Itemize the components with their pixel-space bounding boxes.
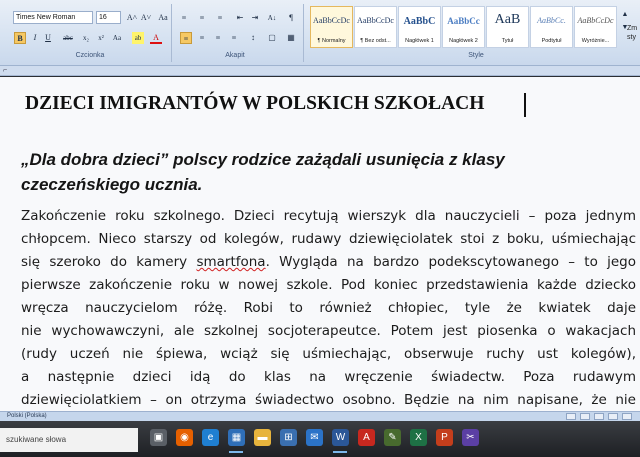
shrink-font-button[interactable]: A˅ [140, 13, 152, 22]
align-center-button[interactable]: ≡ [199, 33, 205, 42]
decrease-indent-button[interactable]: ⇤ [236, 13, 244, 22]
line-spacing-button[interactable]: ↕ [251, 33, 255, 42]
paragraph-line: a następnie dzieci idą do klas na wręczenie świadectw. Poza rudawym [21, 369, 636, 385]
tab-stop-icon[interactable]: ⌐ [3, 67, 8, 74]
language-indicator[interactable]: Polski (Polska) [7, 413, 47, 419]
store-icon[interactable]: ⊞ [280, 429, 297, 446]
paragraph-line: dziewięciolatkiem – on otrzyma świadectwo osobno. Będzie na nim napisane, że nie [21, 392, 636, 408]
numbering-button[interactable]: ≡ [199, 13, 205, 22]
style-title[interactable] [486, 6, 529, 48]
style-preview: AaB [494, 12, 521, 27]
font-group-label: Czcionka [75, 52, 105, 59]
style-name: Wyróżnie... [581, 38, 610, 44]
spelling-error-word[interactable]: smartfona [196, 254, 266, 270]
paragraph-group-label: Akapit [225, 52, 245, 59]
style-name: ¶ Normalny [317, 38, 346, 44]
style-preview: AaBbCcDc [577, 16, 614, 25]
document-subheading: „Dla dobra dzieci” polscy rodzice zażądali usunięcia z klasy czeczeńskiego ucznia. [21, 150, 505, 194]
sort-button[interactable]: A↓ [267, 14, 277, 22]
increase-indent-button[interactable]: ⇥ [251, 13, 259, 22]
firefox-icon[interactable]: ◉ [176, 429, 193, 446]
paragraph-line: nie wychowawczyni, ale szkolnej socjoterapeutce. Potem jest piosenka o wakacjach [21, 323, 636, 339]
style-preview: AaBbCc [447, 16, 480, 26]
style-name: Nagłówek 1 [405, 38, 434, 44]
paragraph-line: pierwsze zakończenie roku w nowej szkole. Pod koniec przedstawienia każde dziecko [21, 277, 636, 293]
subscript-button[interactable]: x₂ [83, 34, 89, 42]
excel-icon[interactable]: X [410, 429, 427, 446]
styles-group-label: Style [468, 52, 484, 59]
bold-button[interactable]: B [14, 32, 26, 44]
taskbar-search-box[interactable]: szukiwane słowa [0, 428, 138, 452]
shading-button[interactable]: ▢ [268, 33, 276, 42]
change-styles-button[interactable]: Zm sty [627, 25, 638, 41]
active-app-indicator [229, 451, 243, 453]
status-bar [0, 411, 640, 421]
font-name-dropdown[interactable]: Times New Roman [13, 11, 93, 24]
pdf-icon[interactable]: A [358, 429, 375, 446]
draft-icon[interactable] [622, 413, 632, 420]
multilevel-list-button[interactable]: ≡ [217, 13, 223, 22]
bullets-button[interactable]: ≡ [181, 13, 187, 22]
paragraph-line: wręcza nauczycielom różę. Robi to również chłopiec, tyle że kwiatek daje [21, 300, 636, 316]
outline-icon[interactable] [608, 413, 618, 420]
taskbar [0, 421, 640, 457]
style-normal[interactable] [310, 6, 353, 48]
paragraph-line: Zakończenie roku szkolnego. Dzieci recytują wierszyk dla nauczycieli – poza jednym [21, 208, 636, 224]
task-view-icon[interactable]: ▣ [150, 429, 167, 446]
full-screen-icon[interactable] [580, 413, 590, 420]
style-heading-2[interactable] [442, 6, 485, 48]
group-separator [303, 4, 304, 62]
style-preview: AaBbCcDc [313, 16, 350, 25]
pilcrow-button[interactable]: ¶ [289, 13, 293, 22]
highlight-button[interactable]: ab [132, 32, 144, 44]
paragraph-line: (rudy uczeń nie śpiewa, wciąż się uśmiechając, obserwuje ruchy ust kolegów), [21, 346, 636, 362]
underline-button[interactable]: U [45, 33, 51, 42]
ribbon [0, 0, 640, 66]
font-color-button[interactable]: A [150, 32, 162, 44]
italic-button[interactable]: I [33, 33, 37, 42]
folder-icon[interactable]: ▬ [254, 429, 271, 446]
style-preview: AaBbCc. [537, 16, 566, 25]
powerpoint-icon[interactable]: P [436, 429, 453, 446]
word-icon[interactable]: W [332, 429, 349, 446]
styles-scroll-up-icon[interactable]: ▲ [621, 10, 629, 18]
grow-font-button[interactable]: A˄ [126, 13, 138, 22]
document-page[interactable] [0, 77, 640, 411]
styles-scroll-down-icon[interactable]: ▼ [621, 23, 629, 31]
print-layout-icon[interactable] [566, 413, 576, 420]
style-preview: AaBbC [403, 16, 436, 27]
superscript-button[interactable]: x² [98, 34, 104, 42]
paragraph-line: się szeroko do kamery smartfona. Wygląda na bardzo podekscytowanego – to jego [21, 254, 637, 270]
active-app-indicator [333, 451, 347, 453]
style-preview: AaBbCcDc [357, 16, 394, 25]
change-case-button[interactable]: Aa [112, 34, 122, 42]
ruler[interactable] [0, 66, 640, 76]
style-emphasis[interactable] [574, 6, 617, 48]
style-heading-1[interactable] [398, 6, 441, 48]
document-paragraph [21, 205, 636, 411]
style-name: Nagłówek 2 [449, 38, 478, 44]
mail-icon[interactable]: ✉ [306, 429, 323, 446]
photos-icon[interactable]: ▦ [228, 429, 245, 446]
paragraph-line: chłopcem. Nieco starszy od kolegów, rudawy dziewięciolatek stoi z boku, uśmiechając [21, 231, 636, 247]
align-right-button[interactable]: ≡ [215, 33, 221, 42]
justify-button[interactable]: ≡ [231, 33, 237, 42]
document-headline: DZIECI IMIGRANTÓW W POLSKICH SZKOŁACH [25, 93, 485, 114]
clear-format-button[interactable]: Aa [158, 13, 168, 22]
text-cursor [524, 93, 526, 117]
snip-icon[interactable]: ✂ [462, 429, 479, 446]
strikethrough-button[interactable]: abc [63, 34, 73, 42]
style-subtitle[interactable] [530, 6, 573, 48]
group-separator [171, 4, 172, 62]
style-name: ¶ Bez odst... [360, 38, 391, 44]
edge-icon[interactable]: e [202, 429, 219, 446]
style-name: Podtytuł [541, 38, 562, 44]
borders-button[interactable]: ▦ [287, 33, 295, 42]
font-size-dropdown[interactable]: 16 [96, 11, 121, 24]
style-name: Tytuł [501, 38, 514, 44]
web-layout-icon[interactable] [594, 413, 604, 420]
style-no-spacing[interactable] [354, 6, 397, 48]
align-left-button[interactable]: ≡ [180, 32, 192, 44]
photo-editor-icon[interactable]: ✎ [384, 429, 401, 446]
